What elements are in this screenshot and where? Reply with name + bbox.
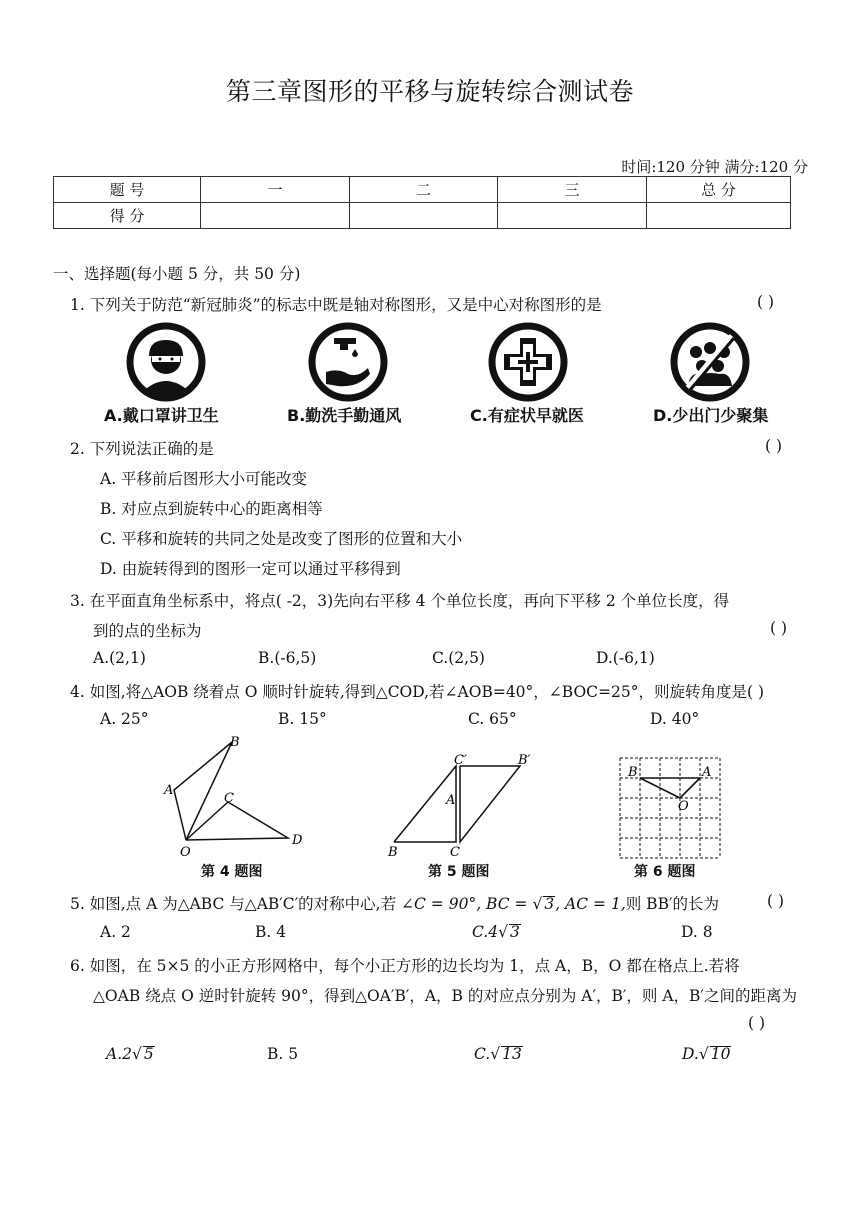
score-header-cell: 二 [350, 177, 498, 203]
point-label: C [450, 845, 460, 860]
option-a: A.(2,1) [93, 649, 146, 667]
option-c: C.(2,5) [432, 649, 485, 667]
figure-6 [618, 756, 722, 860]
answer-blank-q6[interactable]: ( ) [748, 1014, 766, 1032]
answer-blank-q3[interactable]: ( ) [770, 619, 788, 637]
option-d: D. 8 [681, 923, 713, 941]
score-cell[interactable] [350, 203, 498, 229]
score-cell[interactable] [647, 203, 791, 229]
option-a: A. 2 [100, 923, 131, 941]
score-cell[interactable] [498, 203, 647, 229]
point-label: B [230, 735, 240, 750]
option-label-c: C.有症状早就医 [470, 406, 584, 425]
point-label: C [224, 791, 234, 806]
option-c: C.√ 13 [474, 1045, 522, 1063]
figure-4 [160, 732, 310, 862]
math-sqrt: 3 [544, 895, 555, 913]
figure-6-caption: 第 6 题图 [634, 864, 696, 880]
answer-blank-q1[interactable]: ( ) [757, 293, 775, 311]
option-label-d: D.少出门少聚集 [653, 406, 769, 425]
option-b: B.(-6,5) [258, 649, 317, 667]
figure-4-caption: 第 4 题图 [201, 864, 263, 880]
option-label-b: B.勤洗手勤通风 [287, 406, 402, 425]
question-3-text-cont: 到的点的坐标为 [93, 622, 202, 640]
point-label: B [628, 765, 638, 780]
figure-5-caption: 第 5 题图 [428, 864, 490, 880]
question-5-ask: 则 BB′的长为 [625, 895, 719, 913]
score-table [53, 176, 791, 229]
option-a: A. 平移前后图形大小可能改变 [100, 470, 308, 488]
score-table-header-row [54, 177, 791, 203]
option-c: C. 平移和旋转的共同之处是改变了图形的位置和大小 [100, 530, 463, 548]
option-a: A. 25° [100, 710, 149, 728]
math-ac: , AC = 1, [555, 895, 626, 913]
question-2-text: 2. 下列说法正确的是 [70, 440, 214, 458]
score-header-cell: 总 分 [647, 177, 791, 203]
option-b: B. 4 [255, 923, 287, 941]
point-label: O [678, 799, 689, 814]
score-row-label: 得 分 [54, 203, 201, 229]
point-label: A [702, 765, 712, 780]
score-header-cell: 三 [498, 177, 647, 203]
medical-cross-icon [488, 322, 568, 402]
point-label: B [388, 845, 398, 860]
figure-5 [384, 750, 544, 862]
option-d: D. 40° [650, 710, 700, 728]
page-title: 第三章图形的平移与旋转综合测试卷 [225, 77, 634, 106]
option-b: B. 对应点到旋转中心的距离相等 [100, 500, 323, 518]
point-label: A [164, 783, 174, 798]
option-d: D.(-6,1) [596, 649, 655, 667]
option-label-a: A.戴口罩讲卫生 [104, 406, 219, 425]
option-c: C. 65° [468, 710, 517, 728]
time-info: 时间:120 分钟 满分:120 分 [621, 158, 808, 176]
mask-face-icon [126, 322, 206, 402]
option-d: D.√ 10 [682, 1045, 731, 1063]
point-label: D [292, 833, 303, 848]
question-5-text: 5. 如图,点 A 为△ABC 与△AB′C′的对称中心,若 ∠C = 90°, BC = √ 3, AC = 1,则 BB′的长为 [70, 895, 719, 913]
score-cell[interactable] [201, 203, 350, 229]
question-4-text: 4. 如图,将△AOB 绕着点 O 顺时针旋转,得到△COD,若∠AOB=40°，∠BOC=25°，则旋转角度是( ) [70, 683, 765, 701]
hand-washing-icon [308, 322, 388, 402]
option-b: B. 5 [267, 1045, 299, 1063]
option-c: C.4√ 3 [472, 923, 520, 941]
question-1-text: 1. 下列关于防范“新冠肺炎”的标志中既是轴对称图形，又是中心对称图形的是 [70, 296, 602, 314]
question-6-text: 6. 如图，在 5×5 的小正方形网格中，每个小正方形的边长均为 1，点 A，B，O 都在格点上.若将 [70, 957, 740, 975]
math-angle: ∠C = 90°, BC = [401, 895, 533, 913]
point-label: C′ [454, 753, 467, 768]
option-a: A.2√ 5 [106, 1045, 154, 1063]
question-6-text-cont: △OAB 绕点 O 逆时针旋转 90°，得到△OA′B′，A，B 的对应点分别为 A′，B′，则 A，B′之间的距离为 [93, 987, 797, 1005]
section-heading: 一、选择题(每小题 5 分，共 50 分) [53, 265, 301, 283]
score-header-cell: 一 [201, 177, 350, 203]
option-b: B. 15° [278, 710, 327, 728]
question-5-intro: 5. 如图,点 A 为△ABC 与△AB′C′的对称中心,若 [70, 895, 402, 913]
option-d: D. 由旋转得到的图形一定可以通过平移得到 [100, 560, 401, 578]
point-label: O [180, 845, 191, 860]
point-label: B′ [518, 753, 531, 768]
score-table-score-row [54, 203, 791, 229]
score-header-cell: 题 号 [54, 177, 201, 203]
answer-blank-q2[interactable]: ( ) [765, 437, 783, 455]
answer-blank-q5[interactable]: ( ) [767, 892, 785, 910]
point-label: A [446, 793, 456, 808]
question-3-text: 3. 在平面直角坐标系中，将点( -2，3)先向右平移 4 个单位长度，再向下平移 2 个单位长度，得 [70, 592, 730, 610]
no-gathering-icon [670, 322, 750, 402]
